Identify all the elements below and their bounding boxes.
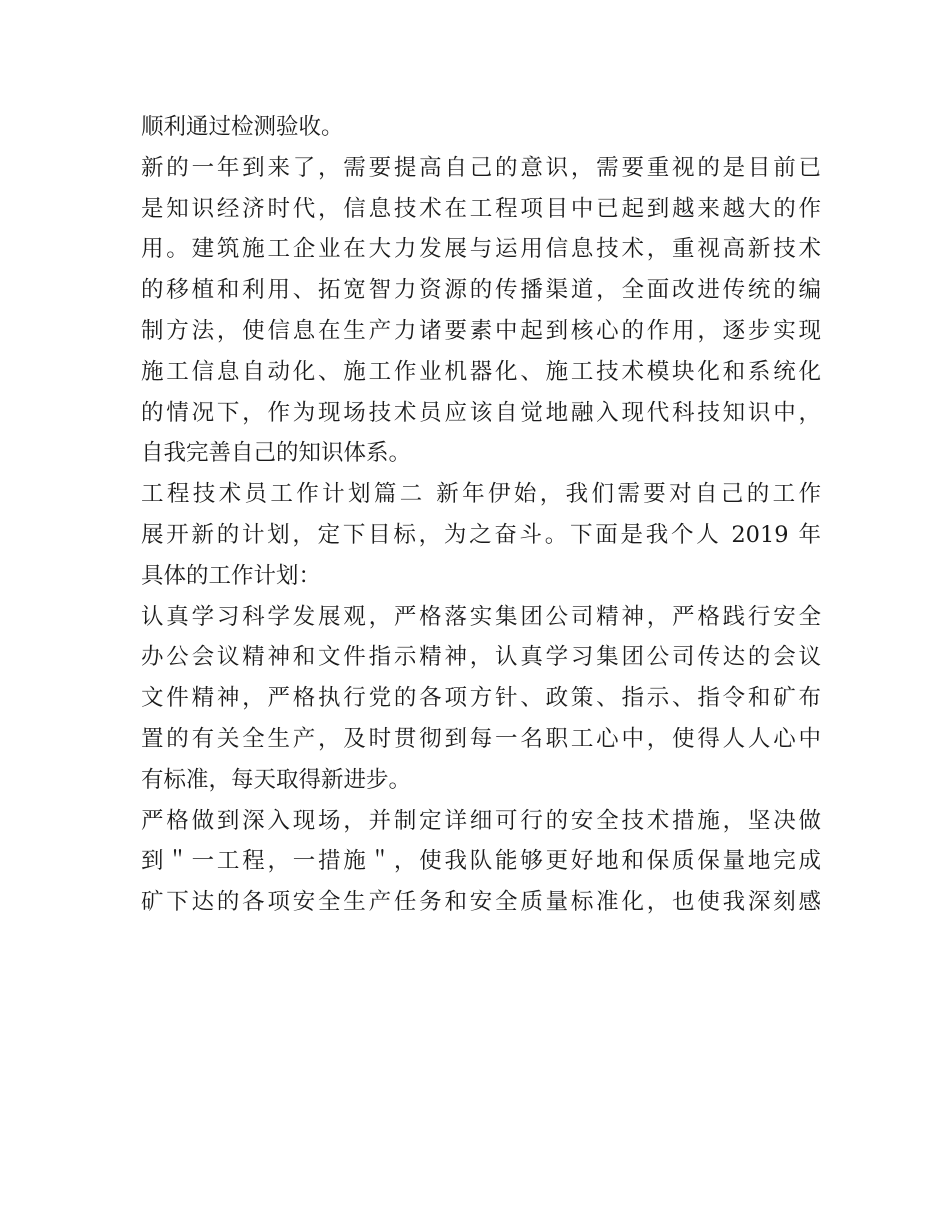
text-line: 是知识经济时代，信息技术在工程项目中已起到越来越大的作 [141, 195, 821, 222]
text-line: 严格做到深入现场，并制定详细可行的安全技术措施，坚决做 [141, 807, 821, 834]
text-line: 文件精神，严格执行党的各项方针、政策、指示、指令和矿布 [141, 685, 821, 712]
text-line: 办公会议精神和文件指示精神，认真学习集团公司传达的会议 [141, 644, 821, 671]
text-line: 到＂一工程，一措施＂，使我队能够更好地和保质保量地完成 [141, 848, 821, 875]
text-line: 的移植和利用、拓宽智力资源的传播渠道，全面改进传统的编 [141, 277, 821, 304]
text-line: 有标准，每天取得新进步。 [141, 766, 412, 793]
text-line: 顺利通过检测验收。 [141, 114, 344, 140]
text-line: 用。建筑施工企业在大力发展与运用信息技术，重视高新技术 [141, 236, 821, 263]
text-line: 展开新的计划，定下目标，为之奋斗。下面是我个人 2019 年 [141, 521, 821, 548]
text-line: 具体的工作计划： [141, 562, 322, 589]
text-line: 的情况下，作为现场技术员应该自觉地融入现代科技知识中， [141, 399, 821, 426]
text-line: 置的有关全生产，及时贯彻到每一名职工心中，使得人人心中 [141, 725, 821, 752]
text-line: 认真学习科学发展观，严格落实集团公司精神，严格践行安全 [141, 603, 821, 630]
text-line: 制方法，使信息在生产力诸要素中起到核心的作用，逐步实现 [141, 317, 821, 344]
document-body [141, 107, 821, 923]
text-line: 工程技术员工作计划篇二 新年伊始，我们需要对自己的工作 [141, 481, 821, 508]
text-line: 新的一年到来了，需要提高自己的意识，需要重视的是目前已 [141, 154, 821, 181]
text-line: 施工信息自动化、施工作业机器化、施工技术模块化和系统化 [141, 358, 821, 385]
text-line: 自我完善自己的知识体系。 [141, 440, 412, 467]
text-line: 矿下达的各项安全生产任务和安全质量标准化，也使我深刻感 [141, 889, 821, 916]
